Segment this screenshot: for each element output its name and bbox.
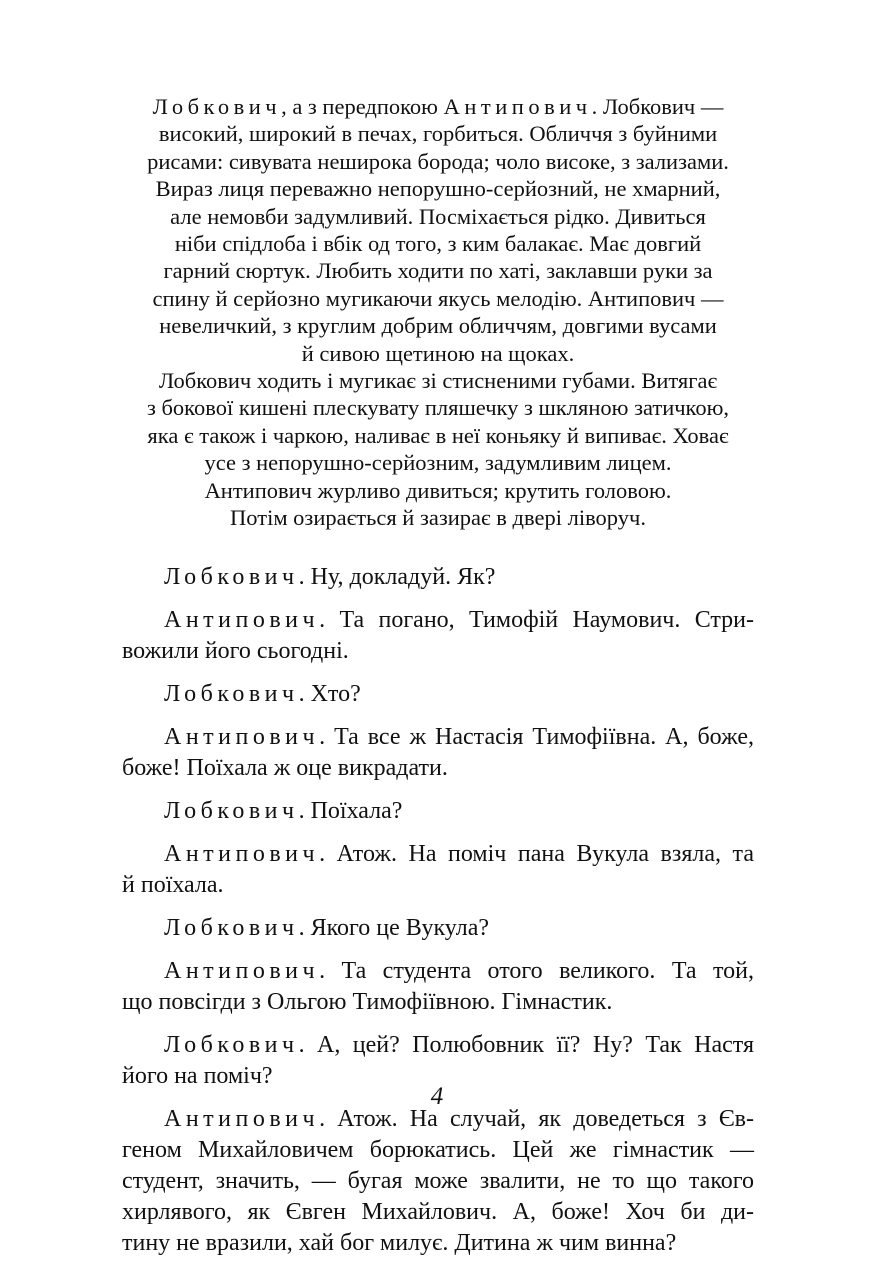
dialogue-line	[122, 679, 754, 710]
speech-text: хирлявого, як Євген Михайлович. А, боже! Хоч би ди-	[122, 1198, 754, 1225]
dialogue-line	[122, 913, 754, 944]
stage-direction-line: спину й серйозно мугикаючи якусь мелодію. Антипович —	[152, 285, 724, 311]
stage-direction-line: й сивою щетиною на щоках.	[301, 340, 575, 366]
dialogue-line	[122, 956, 754, 1018]
text-line	[122, 956, 754, 987]
speech-text: . Поїхала?	[298, 797, 403, 824]
text-line	[122, 722, 754, 753]
stage-direction-line: невеличкий, з круглим добрим обличчям, довгими вусами	[159, 313, 717, 339]
stage-direction	[122, 93, 754, 532]
dialogue-line	[122, 796, 754, 827]
speech-text: й поїхала.	[122, 871, 224, 898]
text-line	[122, 1135, 754, 1166]
text-line	[122, 1166, 754, 1197]
speech-text: що повсігди з Ольгою Тимофіївною. Гімнастик.	[122, 988, 613, 1015]
page-number: 4	[430, 1083, 444, 1110]
stage-direction-line: але немовби задумливий. Посміхається рідко. Дивиться	[170, 203, 706, 229]
speaker-name: Лобкович	[152, 94, 282, 119]
dialogue-line	[122, 722, 754, 784]
text-line	[122, 913, 754, 944]
speech-text: вожили його сьогодні.	[122, 637, 349, 664]
speaker-name: Лобкович	[164, 1031, 299, 1058]
speech-text: . Якого це Вукула?	[298, 914, 490, 941]
stage-direction-line: яка є також і чаркою, наливає в неї коньяку й випиває. Ховає	[147, 422, 729, 448]
dialogue-line	[122, 839, 754, 901]
speech-text: . Та погано, Тимофій Наумович. Стри-	[319, 606, 754, 633]
stage-direction-line: Лобкович ходить і мугикає зі стисненими губами. Витягає	[158, 368, 718, 394]
speech-text: геном Михайловичем борюкатись. Цей же гімнастик —	[122, 1136, 754, 1163]
speech-text: . Та все ж Настасія Тимофіївна. А, боже,	[319, 723, 754, 750]
speaker-name: Лобкович	[164, 680, 299, 707]
speaker-name: Лобкович	[164, 914, 299, 941]
dialogue	[122, 562, 754, 1259]
speech-text: боже! Поїхала ж оце викрадати.	[122, 754, 448, 781]
speech-text: . Ну, докладуй. Як?	[298, 563, 496, 590]
dialogue-line	[122, 562, 754, 593]
speech-text: . Атож. На поміч пана Вукула взяла, та	[319, 840, 754, 867]
dialogue-line	[122, 605, 754, 667]
dialogue-line	[122, 1104, 754, 1259]
speech-text: . А, цей? Полюбовник її? Ну? Так Настя	[298, 1031, 754, 1058]
speech-text: тину не вразили, хай бог милує. Дитина ж чим винна?	[122, 1229, 677, 1256]
stage-direction-line: з бокової кишені плескувату пляшечку з шкляною затичкою,	[146, 395, 730, 421]
stage-direction-line: Потім озирається й зазирає в двері ліворуч.	[230, 505, 646, 531]
speaker-name: Антипович	[443, 94, 592, 119]
text-line	[122, 1197, 754, 1228]
speech-text: його на поміч?	[122, 1062, 273, 1089]
stage-direction-line: Лобкович, а з передпокою Антипович. Лобкович —	[152, 94, 724, 119]
speech-text: студент, значить, — бугая може звалити, не то що такого	[122, 1167, 754, 1194]
speech-text: . Хто?	[298, 680, 361, 707]
stage-direction-line: Вираз лиця переважно непорушно-серйозний, не хмарний,	[155, 176, 721, 202]
text-line	[122, 1030, 754, 1061]
speaker-name: Лобкович	[164, 563, 299, 590]
speaker-name: Антипович	[164, 957, 320, 984]
speaker-name: Антипович	[164, 840, 320, 867]
stage-direction-line: усе з непорушно-серйозним, задумливим лицем.	[204, 450, 672, 476]
text-line	[122, 987, 754, 1018]
speaker-name: Лобкович	[164, 797, 299, 824]
speaker-name: Антипович	[164, 1105, 320, 1132]
speaker-name: Антипович	[164, 723, 320, 750]
text-line	[122, 1228, 754, 1259]
text-line	[122, 605, 754, 636]
stage-direction-line: ніби спідлоба і вбік од того, з ким балакає. Має довгий	[174, 231, 702, 257]
text-line	[122, 562, 754, 593]
speaker-name: Антипович	[164, 606, 320, 633]
speech-text: . Та студента отого великого. Та той,	[319, 957, 754, 984]
text-line	[122, 636, 754, 667]
speech-text: . Атож. На случай, як доведеться з Єв-	[319, 1105, 754, 1132]
stage-direction-line: гарний сюртук. Любить ходити по хаті, заклавши руки за	[163, 258, 713, 284]
stage-direction-line: високий, широкий в печах, горбиться. Обличчя з буйними	[158, 121, 718, 147]
text-line	[122, 870, 754, 901]
text-line	[122, 679, 754, 710]
text-line	[122, 753, 754, 784]
text-line	[122, 796, 754, 827]
stage-direction-line: рисами: сивувата неширока борода; чоло високе, з зализами.	[147, 148, 729, 174]
text-line	[122, 839, 754, 870]
stage-direction-line: Антипович журливо дивиться; крутить головою.	[204, 477, 672, 503]
